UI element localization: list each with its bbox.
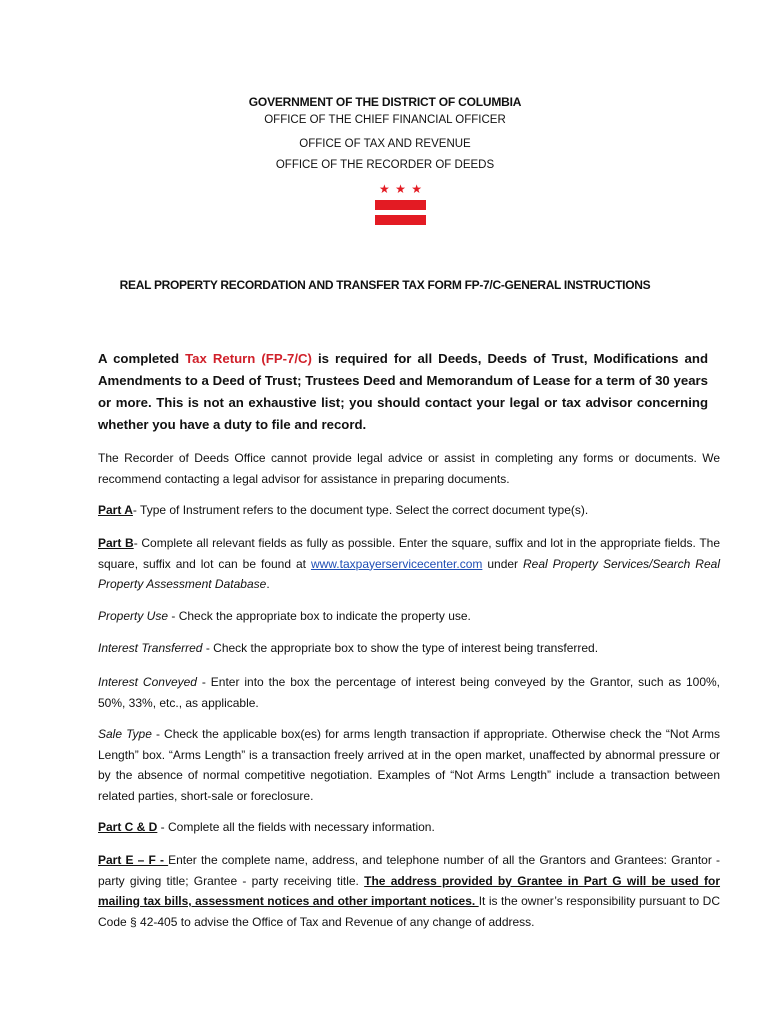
part-b-paragraph bbox=[98, 533, 720, 595]
form-title: REAL PROPERTY RECORDATION AND TRANSFER TAX FORM FP-7/C-GENERAL INSTRUCTIONS bbox=[119, 278, 651, 292]
sale-type-paragraph bbox=[98, 724, 720, 806]
interest-transferred-paragraph bbox=[98, 638, 720, 659]
part-cd-text: - Complete all the fields with necessary information. bbox=[157, 820, 435, 834]
interest-transferred-label: Interest Transferred bbox=[98, 641, 203, 655]
part-cd-paragraph bbox=[98, 817, 720, 838]
recorder-notice: The Recorder of Deeds Office cannot provide legal advice or assist in completing any forms or documents. We recommend contacting a legal advisor for assistance in preparing documents. bbox=[98, 451, 720, 486]
flag-stars bbox=[375, 182, 426, 196]
interest-conveyed-text: - Enter into the box the percentage of interest being conveyed by the Grantor, such as 100%, 50%, 33%, etc., as applicable. bbox=[98, 675, 721, 710]
interest-transferred-text: - Check the appropriate box to show the type of interest being transferred. bbox=[202, 641, 599, 655]
office-recorder-deeds: OFFICE OF THE RECORDER OF DEEDS bbox=[275, 159, 495, 171]
office-cfo: OFFICE OF THE CHIEF FINANCIAL OFFICER bbox=[264, 114, 506, 126]
flag-bar-top bbox=[375, 200, 426, 210]
interest-conveyed-paragraph bbox=[98, 672, 720, 713]
star-icon: ★ bbox=[379, 182, 390, 196]
part-a-paragraph bbox=[98, 500, 720, 521]
property-use-text: - Check the appropriate box to indicate the property use. bbox=[168, 609, 471, 623]
part-ef-paragraph bbox=[98, 850, 720, 932]
part-b-text: - Complete all relevant fields as fully as possible. Enter the square, suffix and lot in the appropriate fields. The square, suffix and lot can be found at bbox=[98, 536, 721, 571]
part-a-label: Part A bbox=[98, 503, 133, 517]
flag-bar-bottom bbox=[375, 215, 426, 225]
part-b-label: Part B bbox=[98, 536, 134, 550]
government-heading: GOVERNMENT OF THE DISTRICT OF COLUMBIA bbox=[248, 95, 522, 109]
dc-flag-icon bbox=[375, 182, 426, 228]
grantee-address-emphasis: The address provided by Grantee in Part G will be used for mailing tax bills, assessment notices and other important notices. bbox=[98, 873, 721, 908]
part-b-under: under bbox=[487, 556, 524, 571]
part-a-text: - Type of Instrument refers to the document type. Select the correct document type(s). bbox=[132, 503, 589, 517]
intro-text-after: is required for all Deeds, Deeds of Trust, Modifications and Amendments to a Deed of Trust; Trustees Deed and Memorandum of Lease for a term of 30 years or more. This is not an exhaustive list; you should contact your legal or tax advisor concerning whether you have a duty to file and record. bbox=[98, 351, 708, 432]
intro-text-before: A completed bbox=[98, 351, 186, 366]
part-ef-label: Part E – F - bbox=[98, 853, 169, 867]
sale-type-text: - Check the applicable box(es) for arms length transaction if appropriate. Otherwise check the “Not Arms Length” box. “Arms Length” is a transaction freely arrived at in the open market, unaffected by abnormal pressure or by the absence of normal competitive negotiation. Examples of “Not Arms Length” include a transaction between related parties, short-sale or foreclosure. bbox=[98, 727, 721, 803]
part-cd-label: Part C & D bbox=[98, 820, 158, 834]
tax-return-highlight: Tax Return (FP-7/C) bbox=[185, 351, 312, 366]
office-tax-revenue: OFFICE OF TAX AND REVENUE bbox=[299, 138, 471, 150]
property-use-paragraph bbox=[98, 606, 720, 627]
property-use-label: Property Use bbox=[98, 609, 169, 623]
part-ef-text: Enter the complete name, address, and telephone number of all the Grantors and Grantees: Grantor - party giving title; Grantee - party receiving title. bbox=[98, 853, 720, 888]
interest-conveyed-label: Interest Conveyed bbox=[98, 675, 197, 689]
sale-type-label: Sale Type bbox=[98, 727, 152, 741]
part-ef-end: It is the owner’s responsibility pursuant to DC Code § 42-405 to advise the Office of Tax and Revenue of any change of address. bbox=[98, 894, 720, 929]
part-b-end: . bbox=[266, 577, 270, 591]
intro-paragraph bbox=[98, 348, 708, 436]
part-b-source: Real Property Services/Search Real Property Assessment Database bbox=[98, 556, 720, 591]
taxpayer-service-link[interactable]: www.taxpayerservicecenter.com bbox=[310, 556, 483, 571]
star-icon: ★ bbox=[395, 182, 406, 196]
star-icon: ★ bbox=[411, 182, 422, 196]
